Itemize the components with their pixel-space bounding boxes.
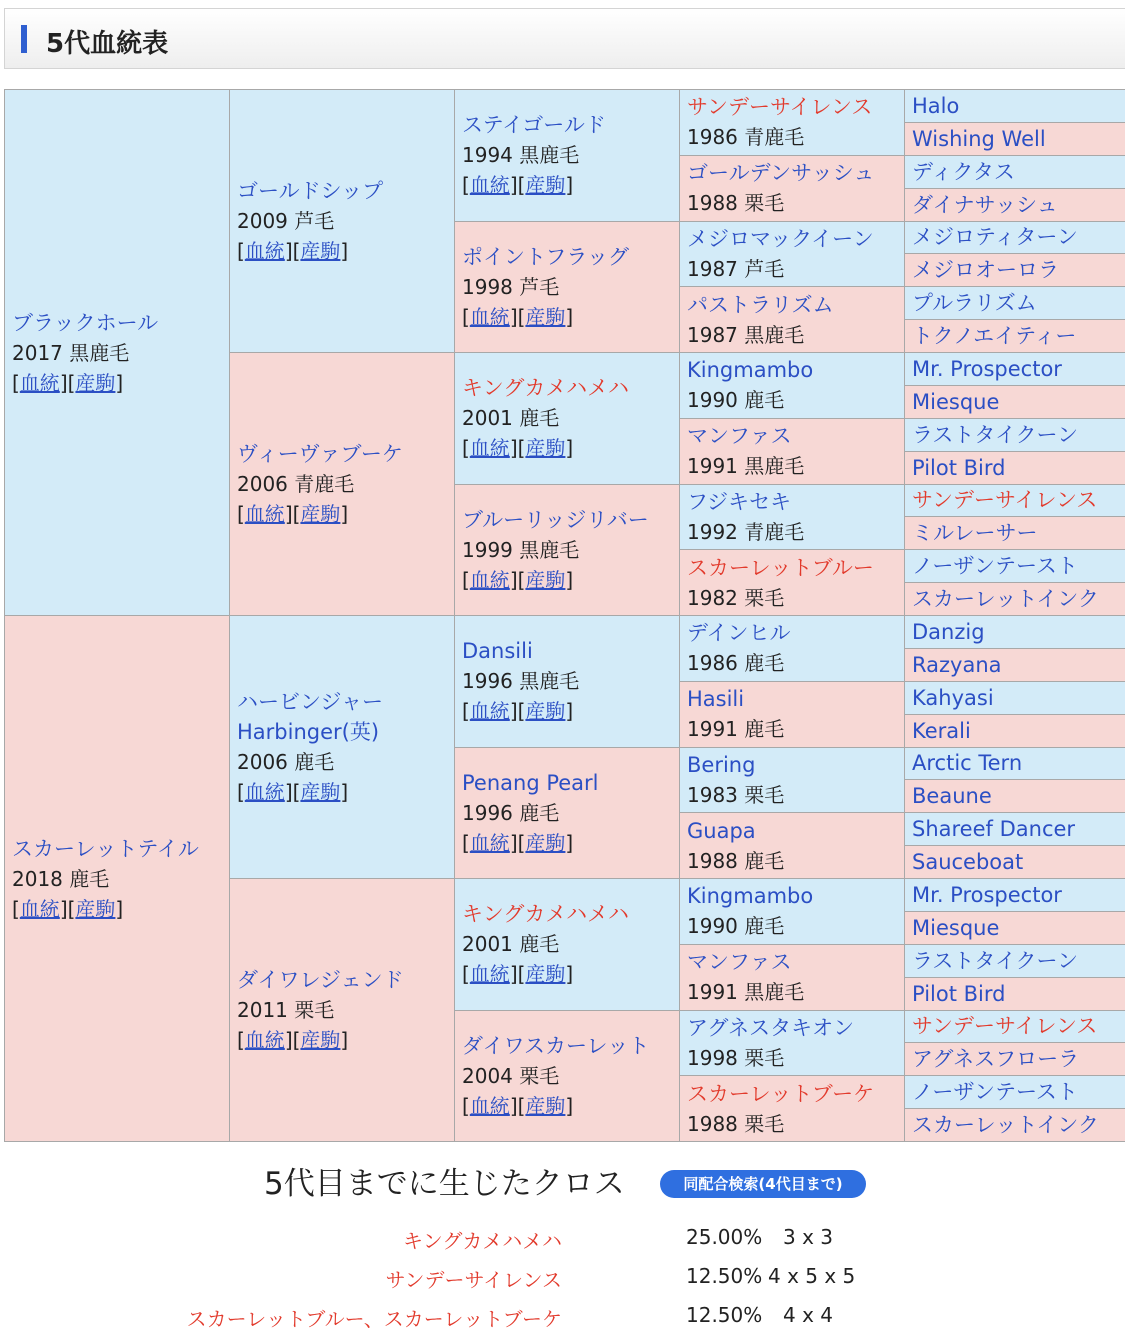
horse-birth-coat: 1996 鹿毛 [462, 800, 560, 825]
horse-name-link[interactable]: ディクタス [912, 159, 1015, 184]
pedigree-cell-g3 [455, 353, 680, 485]
horse-birth-coat: 1990 鹿毛 [687, 388, 785, 413]
horse-birth-coat: 2017 黒鹿毛 [12, 340, 130, 365]
pedigree-cell-g5 [905, 221, 1125, 254]
horse-name-link[interactable]: スカーレットブーケ [687, 1081, 875, 1106]
horse-birth-coat: 2001 鹿毛 [462, 932, 560, 957]
pedigree-cell-g2 [230, 353, 455, 616]
pedigree-link[interactable]: 血統 [469, 173, 510, 198]
cross-generations: 3 x 3 [783, 1225, 833, 1249]
horse-name-link[interactable]: ノーザンテースト [912, 1080, 1078, 1105]
horse-birth-coat: 1991 鹿毛 [687, 717, 785, 742]
horse-name-link[interactable]: フジキセキ [687, 489, 792, 514]
horse-birth-coat: 1983 栗毛 [687, 782, 785, 807]
pedigree-cell-g5 [905, 287, 1125, 320]
cross-horse-name[interactable]: スカーレットブルー、スカーレットブーケ [186, 1307, 562, 1331]
horse-name-link[interactable]: Halo [912, 93, 960, 118]
horse-name-link[interactable]: Bering [687, 752, 756, 777]
pedigree-cell-g2 [230, 90, 455, 353]
cross-row [0, 1264, 1125, 1296]
section-header [4, 8, 1125, 69]
pedigree-cell-g1 [5, 616, 230, 1142]
horse-links: [血統][産駒] [237, 1028, 349, 1052]
horse-links: [血統][産駒] [462, 304, 574, 329]
horse-links: [血統][産駒] [462, 1093, 574, 1118]
pedigree-cell-g5 [905, 813, 1125, 846]
horse-name-link[interactable]: ブラックホール [12, 310, 159, 335]
pedigree-cell-g5 [905, 188, 1125, 221]
pedigree-cell-g4 [680, 944, 905, 1010]
offspring-link[interactable]: 産駒 [300, 780, 341, 804]
horse-links: [血統][産駒] [12, 896, 124, 921]
horse-birth-coat: 1988 栗毛 [687, 1111, 785, 1136]
horse-name-link[interactable]: ミルレーサー [912, 521, 1038, 546]
horse-name-link[interactable]: ダイナサッシュ [912, 192, 1058, 217]
pedigree-link[interactable]: 血統 [469, 1093, 510, 1118]
horse-birth-coat: 1986 青鹿毛 [687, 125, 805, 150]
pedigree-cell-g4 [680, 747, 905, 813]
pedigree-cell-g5 [905, 90, 1125, 123]
pedigree-cell-g2 [230, 616, 455, 879]
horse-name-link[interactable]: スカーレットインク [912, 1113, 1099, 1138]
pedigree-cell-g5 [905, 550, 1125, 583]
pedigree-link[interactable]: 血統 [244, 1028, 285, 1052]
pedigree-link[interactable]: 血統 [244, 239, 285, 263]
pedigree-link[interactable]: 血統 [469, 699, 510, 724]
cross-title: 5代目までに生じたクロス [264, 1166, 625, 1202]
horse-name-link[interactable]: Kahyasi [912, 685, 994, 710]
pedigree-cell-g3 [455, 221, 680, 353]
offspring-link[interactable]: 産駒 [525, 830, 566, 855]
pedigree-cell-g5 [905, 583, 1125, 616]
pedigree-link[interactable]: 血統 [469, 830, 510, 855]
pedigree-cell-g5 [905, 1043, 1125, 1076]
pedigree-cell-g3 [455, 747, 680, 879]
horse-birth-coat: 1982 栗毛 [687, 585, 785, 610]
horse-name-link[interactable]: ハービンジャー [237, 690, 384, 714]
horse-name-link[interactable]: ゴールデンサッシュ [687, 161, 875, 186]
horse-birth-coat: 2018 鹿毛 [12, 866, 110, 891]
offspring-link[interactable]: 産駒 [300, 1028, 341, 1052]
horse-birth-coat: 1994 黒鹿毛 [462, 143, 580, 168]
pedigree-link[interactable]: 血統 [19, 370, 60, 395]
horse-name-link[interactable]: マンファス [687, 950, 792, 975]
pedigree-link[interactable]: 血統 [469, 962, 510, 987]
pedigree-cell-g4 [680, 418, 905, 484]
horse-links: [血統][産駒] [462, 699, 574, 724]
horse-birth-coat: 2009 芦毛 [237, 209, 335, 233]
cross-horse-name[interactable]: キングカメハメハ [403, 1229, 562, 1253]
pedigree-cell-g3 [455, 879, 680, 1011]
offspring-link[interactable]: 産駒 [525, 304, 566, 329]
pedigree-cell-g5 [905, 1076, 1125, 1109]
pedigree-cell-g5 [905, 681, 1125, 714]
pedigree-cell-g5 [905, 451, 1125, 484]
horse-birth-coat: 2006 青鹿毛 [237, 472, 355, 496]
pedigree-cell-g4 [680, 353, 905, 419]
offspring-link[interactable]: 産駒 [525, 173, 566, 198]
pedigree-cell-g5 [905, 977, 1125, 1010]
horse-name-link[interactable]: Kingmambo [687, 358, 814, 383]
horse-name-link[interactable]: アグネスタキオン [687, 1015, 855, 1040]
horse-links: [血統][産駒] [237, 239, 349, 263]
pedigree-cell-g5 [905, 1010, 1125, 1043]
offspring-link[interactable]: 産駒 [75, 370, 116, 395]
horse-name-link[interactable]: Beaune [912, 784, 992, 809]
horse-name-link[interactable]: サンデーサイレンス [687, 95, 873, 120]
pedigree-cell-g4 [680, 1076, 905, 1142]
horse-name-link[interactable]: サンデーサイレンス [912, 1014, 1098, 1039]
horse-birth-coat: 2004 栗毛 [462, 1063, 560, 1088]
pedigree-cell-g5 [905, 484, 1125, 517]
pedigree-cell-g5 [905, 155, 1125, 188]
pedigree-cell-g5 [905, 122, 1125, 155]
horse-name-link[interactable]: ラストタイクーン [912, 422, 1079, 447]
pedigree-link[interactable]: 血統 [469, 304, 510, 329]
offspring-link[interactable]: 産駒 [525, 1093, 566, 1118]
pedigree-cell-g5 [905, 1109, 1125, 1142]
horse-name-link[interactable]: サンデーサイレンス [912, 488, 1098, 513]
pedigree-link[interactable]: 血統 [469, 436, 510, 461]
horse-name-link[interactable]: メジロティターン [912, 225, 1078, 250]
horse-links: [血統][産駒] [462, 962, 574, 987]
pedigree-cell-g5 [905, 418, 1125, 451]
horse-name-link[interactable]: Arctic Tern [912, 751, 1023, 776]
pedigree-cell-g4 [680, 155, 905, 221]
horse-name-link[interactable]: スカーレットインク [912, 587, 1099, 612]
pedigree-cell-g4 [680, 90, 905, 156]
horse-name-link[interactable]: Pilot Bird [912, 981, 1006, 1006]
pedigree-cell-g5 [905, 714, 1125, 747]
pedigree-cell-g5 [905, 353, 1125, 386]
horse-links: [血統][産駒] [237, 780, 349, 804]
offspring-link[interactable]: 産駒 [525, 962, 566, 987]
cross-percent: 12.50% [686, 1264, 763, 1288]
horse-name-link[interactable]: キングカメハメハ [462, 902, 629, 927]
pedigree-cell-g3 [455, 1010, 680, 1142]
horse-name-link[interactable]: Razyana [912, 652, 1002, 677]
horse-birth-coat: 2001 鹿毛 [462, 406, 560, 431]
cross-generations: 4 x 4 [783, 1303, 833, 1327]
pedigree-link[interactable]: 血統 [19, 896, 60, 921]
horse-name-link[interactable]: Hasili [687, 687, 745, 712]
horse-birth-coat: 2011 栗毛 [237, 998, 335, 1022]
horse-name-link[interactable]: Sauceboat [912, 850, 1024, 875]
offspring-link[interactable]: 産駒 [525, 699, 566, 724]
pedigree-row [5, 90, 1125, 123]
pedigree-link[interactable]: 血統 [244, 780, 285, 804]
horse-name-link[interactable]: Penang Pearl [462, 770, 599, 795]
horse-birth-coat: 1986 鹿毛 [687, 651, 785, 676]
pedigree-cell-g3 [455, 616, 680, 748]
horse-birth-coat: 1991 黒鹿毛 [687, 980, 805, 1005]
horse-name-link[interactable]: パストラリズム [687, 292, 834, 317]
header-accent-bar [21, 25, 27, 53]
horse-birth-coat: 1991 黒鹿毛 [687, 454, 805, 479]
horse-name-link[interactable]: ラストタイクーン [912, 948, 1079, 973]
pedigree-cell-g2 [230, 879, 455, 1142]
horse-name-link[interactable]: ブルーリッジリバー [462, 507, 649, 532]
pedigree-cell-g4 [680, 550, 905, 616]
pedigree-cell-g5 [905, 944, 1125, 977]
same-mating-search-button[interactable]: 同配合検索(4代目まで) [660, 1170, 866, 1198]
horse-name-link[interactable]: Mr. Prospector [912, 882, 1062, 907]
pedigree-cell-g4 [680, 616, 905, 682]
horse-links: [血統][産駒] [462, 830, 574, 855]
horse-birth-coat: 1987 黒鹿毛 [687, 322, 805, 347]
horse-name-link[interactable]: Dansili [462, 639, 533, 664]
pedigree-link[interactable]: 血統 [244, 502, 285, 526]
horse-name-link[interactable]: ステイゴールド [462, 113, 606, 138]
pedigree-cell-g3 [455, 90, 680, 222]
cross-row [0, 1303, 1125, 1335]
pedigree-cell-g5 [905, 846, 1125, 879]
horse-birth-coat: 1988 栗毛 [687, 191, 785, 216]
pedigree-cell-g3 [455, 484, 680, 616]
horse-foreign-name-link[interactable]: Harbinger(英) [237, 720, 380, 744]
pedigree-cell-g5 [905, 320, 1125, 353]
pedigree-cell-g1 [5, 90, 230, 616]
pedigree-cell-g5 [905, 747, 1125, 780]
horse-name-link[interactable]: ダイワレジェンド [237, 968, 404, 992]
pedigree-cell-g4 [680, 681, 905, 747]
horse-name-link[interactable]: Miesque [912, 915, 1000, 940]
pedigree-cell-g5 [905, 254, 1125, 287]
horse-name-link[interactable]: キングカメハメハ [462, 376, 629, 401]
horse-name-link[interactable]: スカーレットブルー [687, 555, 874, 580]
horse-name-link[interactable]: アグネスフローラ [912, 1047, 1080, 1072]
pedigree-cell-g5 [905, 911, 1125, 944]
cross-horse-name[interactable]: サンデーサイレンス [385, 1268, 562, 1292]
horse-links: [血統][産駒] [12, 370, 124, 395]
horse-birth-coat: 2006 鹿毛 [237, 750, 335, 774]
cross-percent: 12.50% [686, 1303, 763, 1327]
pedigree-cell-g4 [680, 484, 905, 550]
horse-links: [血統][産駒] [462, 567, 574, 592]
horse-name-link[interactable]: Wishing Well [912, 126, 1046, 151]
horse-name-link[interactable]: ポイントフラッグ [462, 244, 629, 269]
offspring-link[interactable]: 産駒 [300, 239, 341, 263]
horse-name-link[interactable]: ヴィーヴァブーケ [237, 442, 403, 466]
horse-name-link[interactable]: ダイワスカーレット [462, 1033, 650, 1058]
horse-birth-coat: 1987 芦毛 [687, 256, 785, 281]
horse-links: [血統][産駒] [237, 502, 349, 526]
horse-birth-coat: 1990 鹿毛 [687, 914, 785, 939]
offspring-link[interactable]: 産駒 [525, 436, 566, 461]
offspring-link[interactable]: 産駒 [75, 896, 116, 921]
horse-name-link[interactable]: Pilot Bird [912, 455, 1006, 480]
pedigree-cell-g4 [680, 287, 905, 353]
horse-name-link[interactable]: デインヒル [687, 621, 791, 646]
horse-birth-coat: 1988 鹿毛 [687, 848, 785, 873]
pedigree-cell-g5 [905, 517, 1125, 550]
horse-name-link[interactable]: Shareef Dancer [912, 817, 1076, 842]
pedigree-cell-g4 [680, 813, 905, 879]
horse-birth-coat: 1998 栗毛 [687, 1045, 785, 1070]
horse-name-link[interactable]: Guapa [687, 818, 756, 843]
horse-links: [血統][産駒] [462, 173, 574, 198]
horse-name-link[interactable]: トクノエイティー [912, 324, 1077, 349]
offspring-link[interactable]: 産駒 [525, 567, 566, 592]
section-title: 5代血統表 [46, 29, 169, 59]
pedigree-row [5, 616, 1125, 649]
horse-name-link[interactable]: ゴールドシップ [237, 179, 384, 203]
horse-name-link[interactable]: メジロオーロラ [912, 258, 1059, 283]
offspring-link[interactable]: 産駒 [300, 502, 341, 526]
horse-name-link[interactable]: プルラリズム [912, 291, 1037, 316]
cross-percent: 25.00% [686, 1225, 763, 1249]
pedigree-cell-g5 [905, 879, 1125, 912]
horse-name-link[interactable]: Kingmambo [687, 884, 814, 909]
cross-generations: 4 x 5 x 5 [768, 1264, 856, 1288]
horse-name-link[interactable]: Miesque [912, 389, 1000, 414]
horse-birth-coat: 1998 芦毛 [462, 274, 560, 299]
pedigree-link[interactable]: 血統 [469, 567, 510, 592]
pedigree-table [4, 89, 1125, 1142]
horse-name-link[interactable]: スカーレットテイル [12, 836, 199, 861]
pedigree-cell-g5 [905, 616, 1125, 649]
horse-birth-coat: 1992 青鹿毛 [687, 519, 805, 544]
pedigree-cell-g5 [905, 648, 1125, 681]
horse-name-link[interactable]: メジロマックイーン [687, 226, 874, 251]
cross-row [0, 1225, 1125, 1257]
pedigree-cell-g4 [680, 221, 905, 287]
horse-name-link[interactable]: Kerali [912, 718, 971, 743]
pedigree-cell-g5 [905, 780, 1125, 813]
horse-birth-coat: 1996 黒鹿毛 [462, 669, 580, 694]
horse-name-link[interactable]: マンファス [687, 424, 792, 449]
horse-links: [血統][産駒] [462, 436, 574, 461]
horse-name-link[interactable]: Mr. Prospector [912, 356, 1062, 381]
pedigree-cell-g4 [680, 1010, 905, 1076]
horse-birth-coat: 1999 黒鹿毛 [462, 537, 580, 562]
horse-name-link[interactable]: Danzig [912, 619, 985, 644]
pedigree-cell-g4 [680, 879, 905, 945]
pedigree-cell-g5 [905, 385, 1125, 418]
horse-name-link[interactable]: ノーザンテースト [912, 554, 1078, 579]
